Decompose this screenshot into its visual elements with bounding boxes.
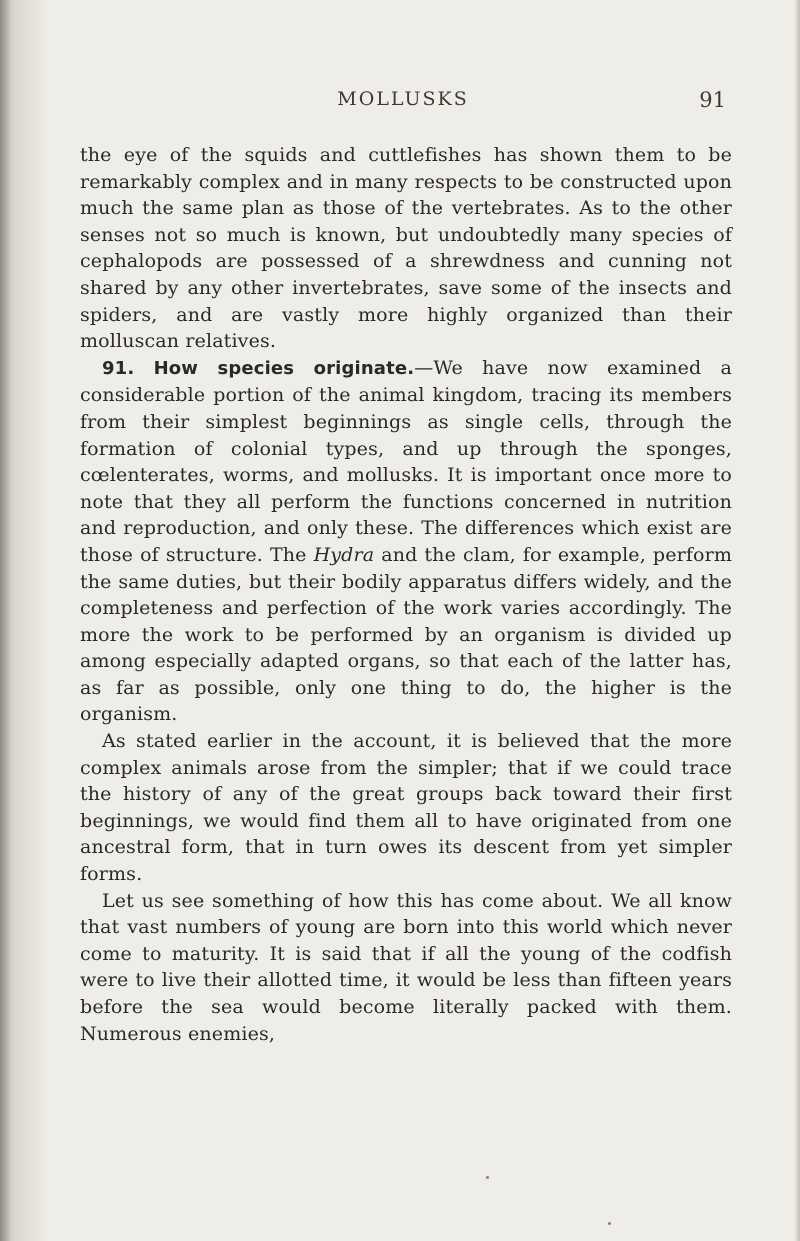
italic-term-hydra: Hydra — [313, 543, 375, 566]
paragraph-text-part1: —We have now examined a considerable portion of the animal kingdom, tracing its members from their simplest beginnings as single cells, through the formation of colonial types, and up through the sponges, cœlenterates, worms, and mollusks. It is important once more to note that they all perform the functions concerned in nutrition and reproduction, and only these. The differences which exist are those of structure. The — [80, 356, 732, 566]
paragraph-text: As stated earlier in the account, it is believed that the more complex animals arose from the simpler; that if we could trace the history of any of the great groups back toward their first beginnings, we would find them all to have originated from one ancestral form, that in turn owes its descent from yet simpler forms. — [80, 730, 732, 886]
paragraph-text-part2: and the clam, for example, perform the same duties, but their bodily apparatus differs widely, and the completeness and perfection of the work varies accordingly. The more the work to be performed by an organism is divided up among especially adapted organs, so that each of the latter has, as far as possible, only one thing to do, the higher is the organism. — [80, 543, 732, 726]
page-header — [80, 88, 726, 118]
running-head: MOLLUSKS — [337, 88, 469, 110]
paragraph-origin — [80, 728, 732, 888]
section-number: 91. — [102, 357, 135, 379]
paragraph-text: Let us see something of how this has come about. We all know that vast numbers of young are born into this world which never come to maturity. It is said that if all the young of the codfish were to live their allotted time, it would be less than fifteen years before the sea would become literally packed with them. Numerous enemies, — [80, 889, 732, 1045]
body-text — [80, 142, 732, 1047]
paragraph-text: the eye of the squids and cuttlefishes has shown them to be remarkably complex and in many respects to be constructed upon much the same plan as those of the vertebrates. As to the other senses not so much is known, but undoubtedly many species of cephalopods are possessed of a shrewdness and cunning not shared by any other invertebrates, save some of the insects and spiders, and are vastly more highly organized than their molluscan relatives. — [80, 144, 732, 353]
paper-speck — [608, 1222, 611, 1225]
paragraph-young — [80, 888, 732, 1048]
page-number: 91 — [699, 88, 726, 112]
page-edge-shadow — [794, 0, 800, 1241]
paragraph-section-91 — [80, 355, 732, 728]
section-title: How species originate. — [153, 357, 415, 379]
paper-speck — [486, 1176, 489, 1179]
binding-gutter-shadow — [0, 0, 10, 1241]
paragraph-continuation — [80, 142, 732, 355]
